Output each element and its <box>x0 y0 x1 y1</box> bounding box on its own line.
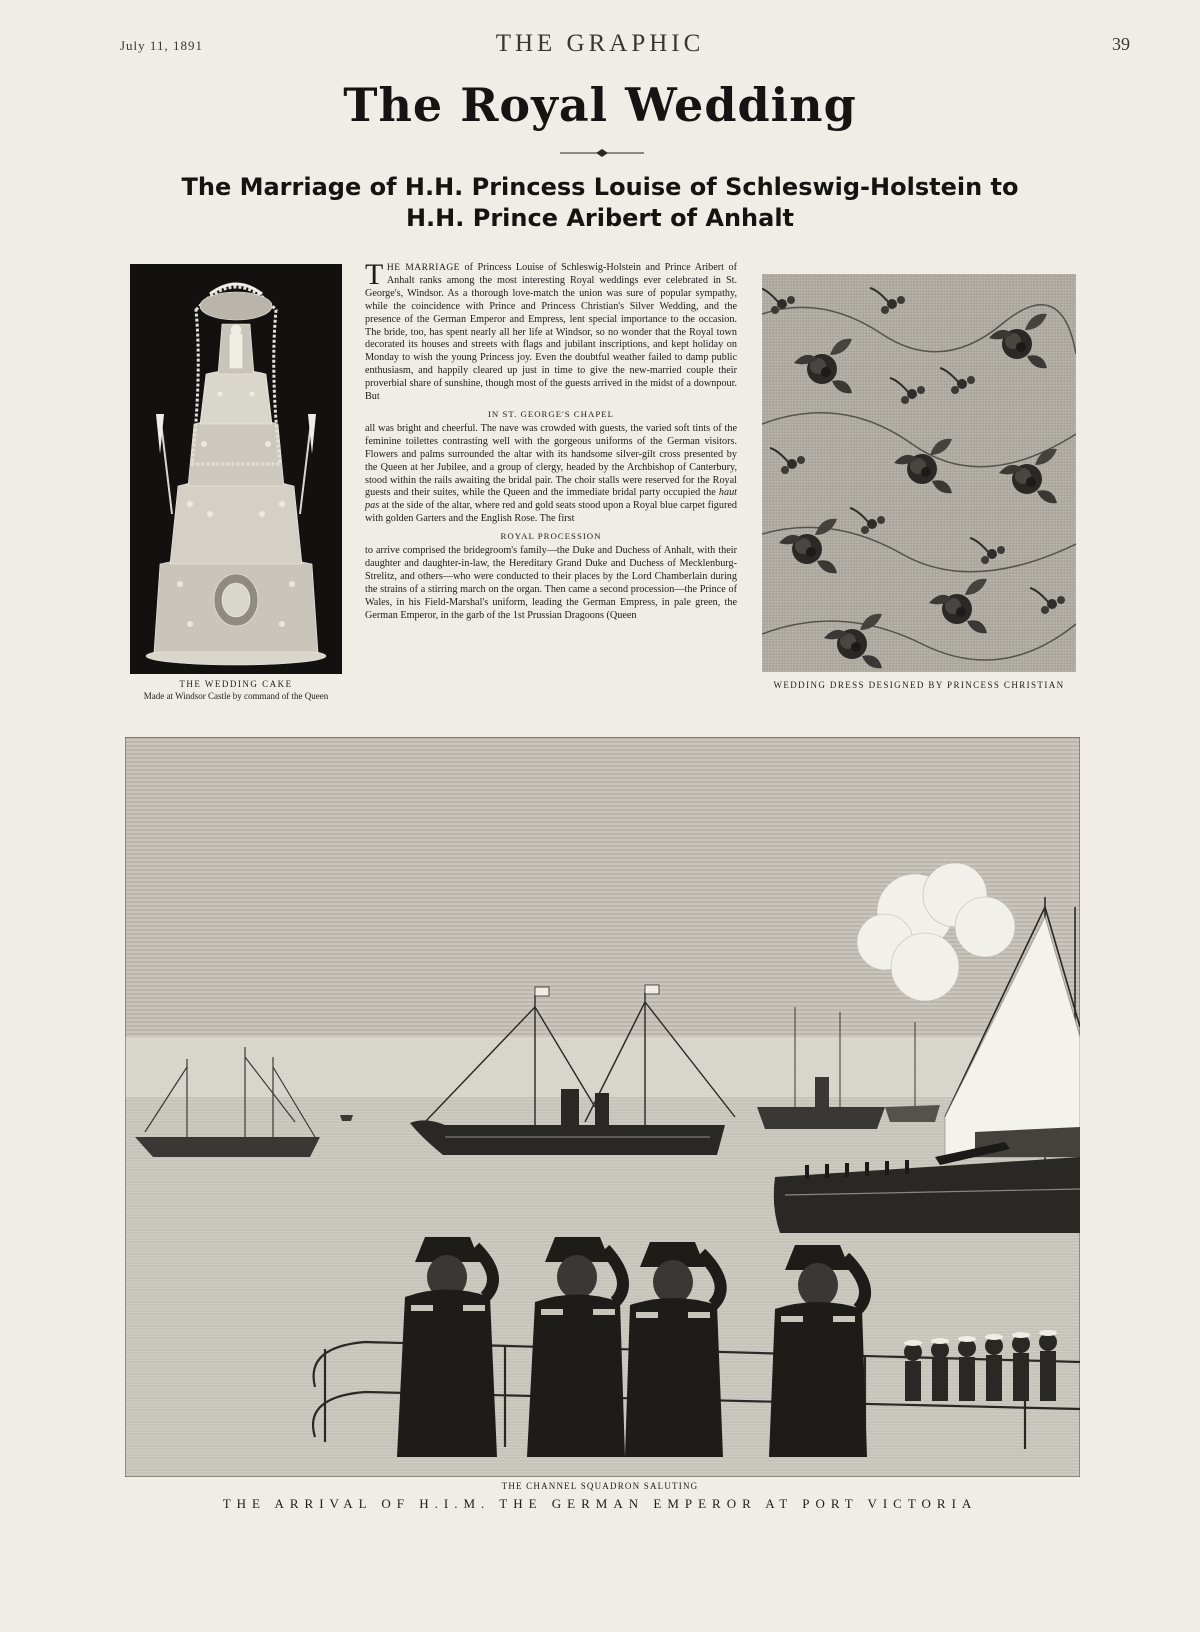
cake-caption-subtitle: Made at Windsor Castle by command of the Queen <box>143 691 329 701</box>
subheading-royal-procession: ROYAL PROCESSION <box>500 531 602 542</box>
issue-date: July 11, 1891 <box>120 38 203 53</box>
fabric-caption: WEDDING DRESS DESIGNED BY PRINCESS CHRISTIAN <box>773 680 1065 690</box>
subtitle-line-1: The Marriage of H.H. Princess Louise of Schleswig-Holstein to <box>181 173 1019 201</box>
subheading-st-georges-chapel: IN ST. GEORGE'S CHAPEL <box>487 408 615 419</box>
article-subtitle <box>100 172 1100 234</box>
page-number: 39 <box>1112 34 1130 54</box>
paragraph-2-italic: haut pas <box>365 487 737 512</box>
lead-caps: THE MARRIAGE <box>365 258 460 291</box>
naval-arrival-illustration <box>125 737 1080 1477</box>
paragraph-2-text-b: at the side of the altar, where red and gold seats stood upon a Royal blue carpet figured with golden Garters and the English Rose. The first <box>365 500 738 525</box>
page-title: The Royal Wedding <box>343 78 857 132</box>
main-illustration-title: THE ARRIVAL OF H.I.M. THE GERMAN EMPEROR AT PORT VICTORIA <box>222 1496 978 1511</box>
wedding-dress-fabric-illustration <box>762 274 1076 672</box>
cake-caption-title: THE WEDDING CAKE <box>179 679 293 689</box>
page-header <box>0 30 1200 60</box>
main-illustration-subcaption: THE CHANNEL SQUADRON SALUTING <box>501 1481 699 1491</box>
cake-caption <box>120 678 352 702</box>
paragraph-2-text-a: all was bright and cheerful. The nave was crowded with guests, the varied soft tints of the feminine toilettes contrasting well with the gorgeous uniforms of the German visitors. Flowers and palms surrounded the altar with its handsome silver-gilt cross presented by the Queen at her Jubilee, and a group of clergy, headed by the Archbishop of Canterbury, stood within the rails awaiting the bridal pair. The choir stalls were reserved for the Royal guests and their suites, while the Queen and the immediate bridal party occupied the <box>365 422 737 499</box>
article-body <box>365 258 738 622</box>
paragraph-1-text: of Princess Louise of Schleswig-Holstein and Prince Aribert of Anhalt ranks among the most interesting Royal weddings ever celebrated in St. George's, Windsor. As a thorough love-match the union was sure of popular sympathy, while the coincidence with Prince and Princess Christian's Silver Wedding, and the presence of the German Emperor and Empress, lent special importance to the occasion. The bride, too, has spent nearly all her life at Windsor, so no wonder that the Royal town decorated its houses and streets with flags and jubilant inscriptions, and kept holiday on Monday to wish the young Princess joy. Even the doubtful weather failed to damp public enthusiasm, and happily cleared up just in time to give the new-married couple their proverbial share of sunshine, though most of the guests arrived in the midst of a downpour. But <box>365 262 738 403</box>
article-paragraph-1 <box>365 258 738 404</box>
masthead: THE GRAPHIC <box>495 30 705 57</box>
wedding-cake-illustration <box>130 264 342 674</box>
article-paragraph-2 <box>365 423 737 526</box>
subtitle-line-2: H.H. Prince Aribert of Anhalt <box>405 204 795 232</box>
title-ornament <box>560 148 644 158</box>
article-paragraph-3: to arrive comprised the bridegroom's family—the Duke and Duchess of Anhalt, with their daughter and daughter-in-law, the Hereditary Grand Duke and Duchess of Mecklenburg-Strelitz, and others—who were conducted to their places by the Lord Chamberlain during the strains of a stirring march on the organ. Then came a second procession—the Prince of Wales, in his Field-Marshal's uniform, leading the German Empress, in pale green, the German Emperor, in the garb of the 1st Prussian Dragoons (Queen <box>365 545 737 621</box>
